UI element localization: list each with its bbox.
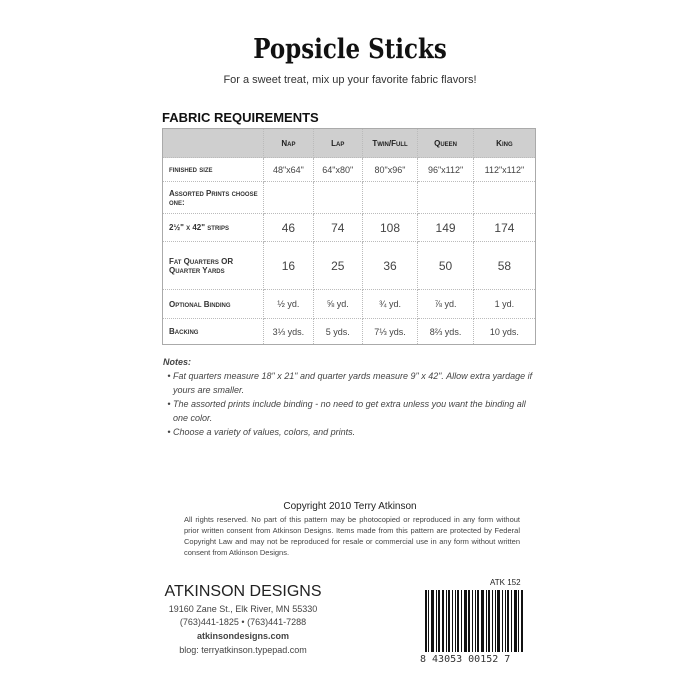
row-label: Optional Binding — [163, 290, 264, 319]
table-header-row — [163, 129, 536, 158]
table-row — [163, 319, 536, 345]
pattern-title: Popsicle Sticks — [253, 34, 447, 65]
row-label: Fat Quarters OR Quarter Yards — [163, 242, 264, 290]
table-row — [163, 214, 536, 242]
table-row — [163, 290, 536, 319]
cell: 48"x64" — [264, 158, 314, 182]
pattern-subtitle: For a sweet treat, mix up your favorite fabric flavors! — [223, 74, 477, 86]
cell: 16 — [264, 242, 314, 290]
note-item: • Fat quarters measure 18" x 21" and quarter yards measure 9" x 42". Allow extra yardage if yours are smaller. — [173, 369, 543, 397]
barcode-bar — [481, 590, 484, 652]
table-row — [163, 182, 536, 214]
barcode-bar — [511, 590, 512, 652]
table-row — [163, 158, 536, 182]
cell: 5 yds. — [313, 319, 362, 345]
cell: 25 — [313, 242, 362, 290]
cell: ⅞ yd. — [418, 290, 474, 319]
fabric-requirements-table — [162, 128, 536, 345]
barcode-icon — [425, 590, 525, 652]
company-address: 19160 Zane St., Elk River, MN 55330 — [168, 604, 318, 614]
barcode-bar — [452, 590, 453, 652]
cell: ⅝ yd. — [313, 290, 362, 319]
cell: 108 — [362, 214, 418, 242]
row-label: Assorted Prints choose one: — [163, 182, 264, 214]
company-website[interactable]: atkinsondesigns.com — [196, 631, 290, 641]
company-phones: (763)441-1825 • (763)441-7288 — [179, 617, 307, 627]
cell: 96"x112" — [418, 158, 474, 182]
cell: 10 yds. — [473, 319, 535, 345]
header-cell: Twin/Full — [362, 129, 418, 158]
header-cell: Lap — [313, 129, 362, 158]
notes-section — [163, 355, 543, 439]
cell: 1 yd. — [473, 290, 535, 319]
header-cell: Nap — [264, 129, 314, 158]
cell: 8⅔ yds. — [418, 319, 474, 345]
cell: 80"x96" — [362, 158, 418, 182]
barcode-bar — [477, 590, 479, 652]
header-cell: King — [473, 129, 535, 158]
note-item: • The assorted prints include binding - no need to get extra unless you want the binding all one color. — [173, 397, 543, 425]
header-cell — [163, 129, 264, 158]
cell: ¾ yd. — [362, 290, 418, 319]
barcode-digits: 8 43053 00152 7 — [420, 654, 511, 665]
barcode-bar — [431, 590, 434, 652]
barcode-bar — [428, 590, 429, 652]
barcode-bar — [461, 590, 462, 652]
cell — [264, 182, 314, 214]
row-label: finished size — [163, 158, 264, 182]
barcode-bar — [475, 590, 476, 652]
barcode-bar — [448, 590, 451, 652]
barcode-bar — [486, 590, 487, 652]
barcode-bar — [488, 590, 490, 652]
company-blog[interactable]: blog: terryatkinson.typepad.com — [179, 645, 307, 655]
cell: ½ yd. — [264, 290, 314, 319]
copyright-body: All rights reserved. No part of this pattern may be photocopied or reproduced in any form without prior written consent from Atkinson Designs. Items made from this pattern are protected by Federal Copyright Law and may not be reproduced for resale or commercial use in any form without written consent from Atkinson Designs. — [184, 515, 520, 557]
barcode-bar — [436, 590, 437, 652]
cell: 50 — [418, 242, 474, 290]
cell — [362, 182, 418, 214]
barcode-bar — [472, 590, 473, 652]
barcode-bar — [495, 590, 496, 652]
barcode-bar — [514, 590, 517, 652]
barcode-bar — [455, 590, 456, 652]
row-label: Backing — [163, 319, 264, 345]
section-title: FABRIC REQUIREMENTS — [162, 110, 319, 125]
barcode-bar — [468, 590, 470, 652]
barcode-bar — [505, 590, 507, 652]
header-cell: Queen — [418, 129, 474, 158]
cell: 58 — [473, 242, 535, 290]
company-name: ATKINSON DESIGNS — [164, 583, 322, 600]
barcode-bar — [521, 590, 523, 652]
cell: 46 — [264, 214, 314, 242]
barcode-bar — [518, 590, 519, 652]
cell: 149 — [418, 214, 474, 242]
cell: 64"x80" — [313, 158, 362, 182]
cell: 3⅓ yds. — [264, 319, 314, 345]
barcode-bar — [425, 590, 427, 652]
cell — [313, 182, 362, 214]
cell — [418, 182, 474, 214]
cell: 36 — [362, 242, 418, 290]
cell: 174 — [473, 214, 535, 242]
sku-label: ATK 152 — [490, 578, 521, 587]
barcode-bar — [502, 590, 503, 652]
barcode-bar — [442, 590, 444, 652]
barcode-bar — [438, 590, 440, 652]
barcode-bar — [457, 590, 459, 652]
row-label: 2½" x 42" strips — [163, 214, 264, 242]
barcode-bar — [446, 590, 447, 652]
notes-heading: Notes: — [163, 357, 192, 367]
copyright-title: Copyright 2010 Terry Atkinson — [283, 501, 417, 512]
note-item: • Choose a variety of values, colors, and prints. — [173, 425, 543, 439]
cell: 7⅓ yds. — [362, 319, 418, 345]
cell — [473, 182, 535, 214]
barcode-bar — [464, 590, 467, 652]
table-row — [163, 242, 536, 290]
cell: 74 — [313, 214, 362, 242]
barcode-bar — [507, 590, 509, 652]
barcode-bar — [492, 590, 493, 652]
cell: 112"x112" — [473, 158, 535, 182]
barcode-bar — [497, 590, 500, 652]
